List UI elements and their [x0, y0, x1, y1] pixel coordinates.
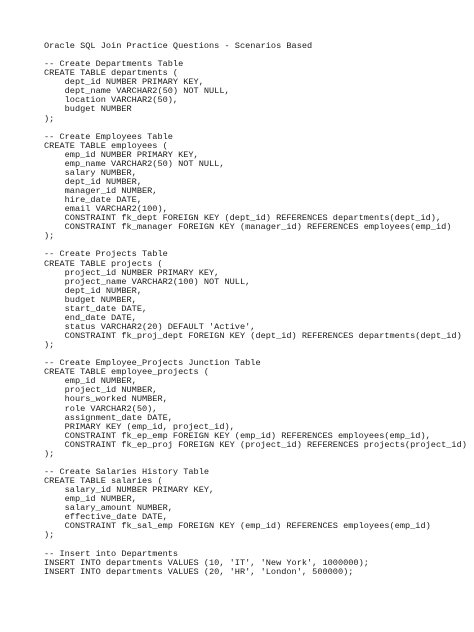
code-line: project_id NUMBER, [44, 385, 158, 396]
code-line: email VARCHAR2(100), [44, 204, 168, 215]
code-line: budget NUMBER, [44, 294, 137, 305]
code-line: emp_id NUMBER, [44, 376, 137, 387]
code-line: emp_name VARCHAR2(50) NOT NULL, [44, 158, 225, 169]
code-line: emp_id NUMBER PRIMARY KEY, [44, 149, 199, 160]
code-line: ); [44, 448, 55, 459]
code-line: budget NUMBER [44, 104, 132, 115]
code-line: salary_amount NUMBER, [44, 503, 173, 514]
sql-comment-line: -- Create Projects Table [44, 249, 168, 260]
code-line: CONSTRAINT fk_manager FOREIGN KEY (manager_id) REFERENCES employees(emp_id) [44, 222, 452, 233]
sql-comment-line: -- Insert into Departments [44, 548, 179, 559]
code-line: status VARCHAR2(20) DEFAULT 'Active', [44, 321, 256, 332]
code-line: CONSTRAINT fk_dept FOREIGN KEY (dept_id) REFERENCES departments(dept_id), [44, 213, 442, 224]
code-line: CREATE TABLE employees ( [44, 140, 168, 151]
code-line: dept_id NUMBER, [44, 176, 142, 187]
sql-comment-line: -- Create Salaries History Table [44, 466, 210, 477]
code-line: emp_id NUMBER, [44, 494, 137, 505]
code-line: CREATE TABLE projects ( [44, 258, 163, 269]
code-line: ); [44, 530, 55, 541]
code-line: ); [44, 231, 55, 242]
code-line: CONSTRAINT fk_sal_emp FOREIGN KEY (emp_id) REFERENCES employees(emp_id) [44, 521, 431, 532]
code-line: CONSTRAINT fk_ep_proj FOREIGN KEY (project_id) REFERENCES projects(project_id) [44, 439, 467, 450]
code-line: salary NUMBER, [44, 167, 137, 178]
code-line: hire_date DATE, [44, 195, 142, 206]
code-line: project_name VARCHAR2(100) NOT NULL, [44, 276, 251, 287]
sql-code-block [44, 41, 467, 577]
code-line: salary_id NUMBER PRIMARY KEY, [44, 485, 215, 496]
document-title: Oracle SQL Join Practice Questions - Scenarios Based [44, 41, 313, 51]
code-line: dept_id NUMBER PRIMARY KEY, [44, 77, 204, 88]
code-line: assignment_date DATE, [44, 412, 173, 423]
code-line: end_date DATE, [44, 312, 137, 323]
code-line: CREATE TABLE departments ( [44, 68, 179, 79]
code-line: CREATE TABLE employee_projects ( [44, 367, 210, 378]
sql-comment-line: -- Create Employees Table [44, 131, 173, 142]
code-line: effective_date DATE, [44, 512, 168, 523]
code-line: INSERT INTO departments VALUES (20, 'HR', 'London', 500000); [44, 566, 354, 577]
code-line: manager_id NUMBER, [44, 186, 158, 196]
code-line: CONSTRAINT fk_ep_emp FOREIGN KEY (emp_id) REFERENCES employees(emp_id), [44, 430, 431, 441]
code-line: ); [44, 113, 55, 124]
code-line: PRIMARY KEY (emp_id, project_id), [44, 421, 235, 432]
code-line: INSERT INTO departments VALUES (10, 'IT', 'New York', 1000000); [44, 557, 369, 568]
code-line: start_date DATE, [44, 303, 148, 314]
code-line: CREATE TABLE salaries ( [44, 476, 163, 486]
sql-comment-line: -- Create Departments Table [44, 59, 184, 70]
code-line: ); [44, 340, 55, 351]
code-line: hours_worked NUMBER, [44, 394, 168, 405]
code-line: role VARCHAR2(50), [44, 403, 158, 414]
code-line: project_id NUMBER PRIMARY KEY, [44, 267, 220, 278]
code-line: dept_id NUMBER, [44, 285, 142, 296]
code-line: dept_name VARCHAR2(50) NOT NULL, [44, 86, 230, 97]
sql-comment-line: -- Create Employee_Projects Junction Table [44, 358, 261, 369]
code-line: CONSTRAINT fk_proj_dept FOREIGN KEY (dept_id) REFERENCES departments(dept_id) [44, 331, 462, 341]
code-line: location VARCHAR2(50), [44, 95, 179, 106]
